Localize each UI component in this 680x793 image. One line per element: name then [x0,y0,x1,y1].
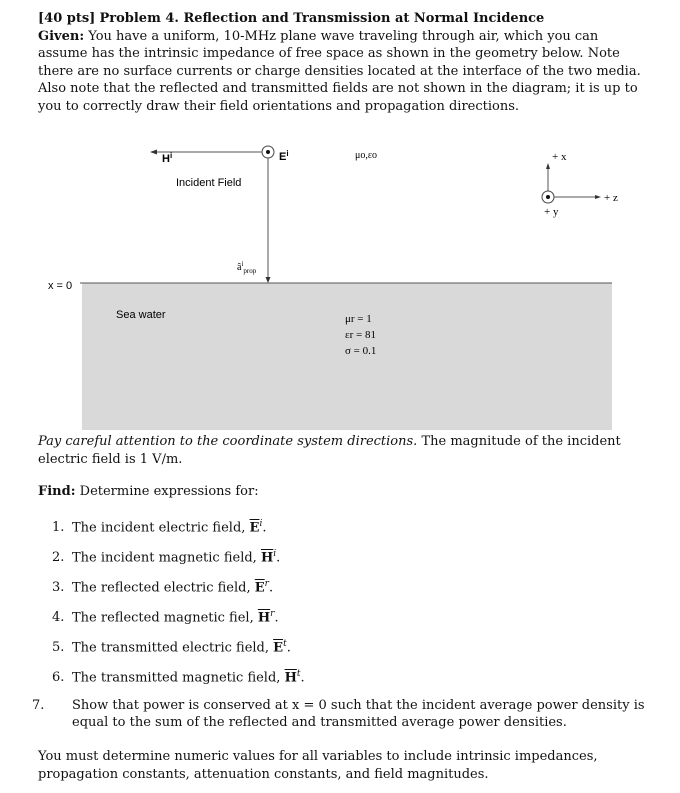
field-superscript: r [264,579,269,589]
list-item: 1. The incident electric field, $\overline{E}^i$. [52,519,267,536]
field-symbol: $\overline{H}$ [260,550,274,566]
axis-z-label: + z [604,192,618,204]
list-item: 4. The reflected magnetic fiel, $\overline{H}^r$. [52,609,279,626]
field-symbol: $\overline{H}$ [257,610,271,626]
axis-y-label: + y [544,206,559,218]
item-number: 3. [52,580,65,596]
field-symbol: $\overline{E}$ [273,640,284,656]
list-item [32,697,648,731]
incident-field-label: Incident Field [176,177,242,189]
axis-x-label: + x [552,151,567,163]
given-text: You have a uniform, 10-MHz plane wave traveling through air, which you can assume has the intrinsic impedance of free space as shown in the geometry below. Note there are no surface currents or charge densities located at the interface of the two media. Also note that the reflected and transmitted fields are not shown in the diagram; it is up to you to correctly draw their field orientations and propagation directions. [38,28,641,114]
h-arrowhead-icon [150,150,157,155]
closing-paragraph: You must determine numeric values for all variables to include intrinsic impedances, propagation constants, attenuation constants, and field magnitudes. [38,749,598,782]
item-number: 4. [52,610,65,626]
list-item: 5. The transmitted electric field, $\overline{E}^t$. [52,639,291,656]
item-text: The incident magnetic field, [72,550,261,566]
note-text: The magnitude of the incident electric field is 1 V/m. [38,434,621,467]
note-paragraph [38,433,648,468]
find-line [38,483,648,501]
field-superscript: i [273,549,277,559]
item-text: The reflected electric field, [72,580,255,596]
field-superscript: t [296,669,301,679]
field-symbol: $\overline{H}$ [284,670,297,686]
eps-r: εr = 81 [345,329,376,341]
field-symbol: $\overline{E}$ [254,580,265,596]
x-arrowhead-icon [546,163,550,169]
air-parameters: μo,εo [355,150,378,161]
medium-label: Sea water [116,309,166,321]
note-italic: Pay careful attention to the coordinate system directions. [38,434,418,449]
item-number: 5. [52,640,65,656]
e-label: $E^i$ [279,149,289,163]
item-text: Show that power is conserved at x = 0 such that the incident average power density is equal to the sum of the reflected and transmitted average power densities. [72,698,645,730]
given-label: Given: [38,28,85,44]
z-arrowhead-icon [595,195,601,199]
item-number: 7. [32,698,45,713]
h-label: $H^i$ [162,151,173,165]
item-text: The reflected magnetic fiel, [72,610,258,626]
sigma: σ = 0.1 [345,345,377,357]
field-symbol: $\overline{E}$ [249,520,260,536]
prop-arrowhead-icon [266,277,271,283]
problem-title: Problem 4. Reflection and Transmission at Normal Incidence [99,11,545,26]
item-number: 2. [52,550,65,566]
points: [40 pts] [38,11,96,26]
prop-label: $â^i_{prop}$ [237,260,257,275]
list-item: 6. The transmitted magnetic field, $\overline{H}^t$. [52,669,305,686]
item-number: 1. [52,520,65,536]
item-text: The incident electric field, [72,520,250,536]
item-number: 6. [52,670,65,686]
list-item: 2. The incident magnetic field, $\overline{H}^i$. [52,549,281,566]
interface-label: x = 0 [48,280,73,292]
geometry-diagram [0,130,680,435]
mu-r: μr = 1 [345,313,372,325]
item-text: The transmitted magnetic field, [72,670,285,686]
item-text: The transmitted electric field, [72,640,274,656]
field-superscript: t [283,639,287,649]
field-superscript: i [259,519,263,529]
find-text: Determine expressions for: [75,484,259,499]
field-superscript: r [270,609,275,619]
problem-intro [38,10,648,116]
find-label: Find: [38,484,76,499]
list-item: 3. The reflected electric field, $\overline{E}^r$. [52,579,274,596]
